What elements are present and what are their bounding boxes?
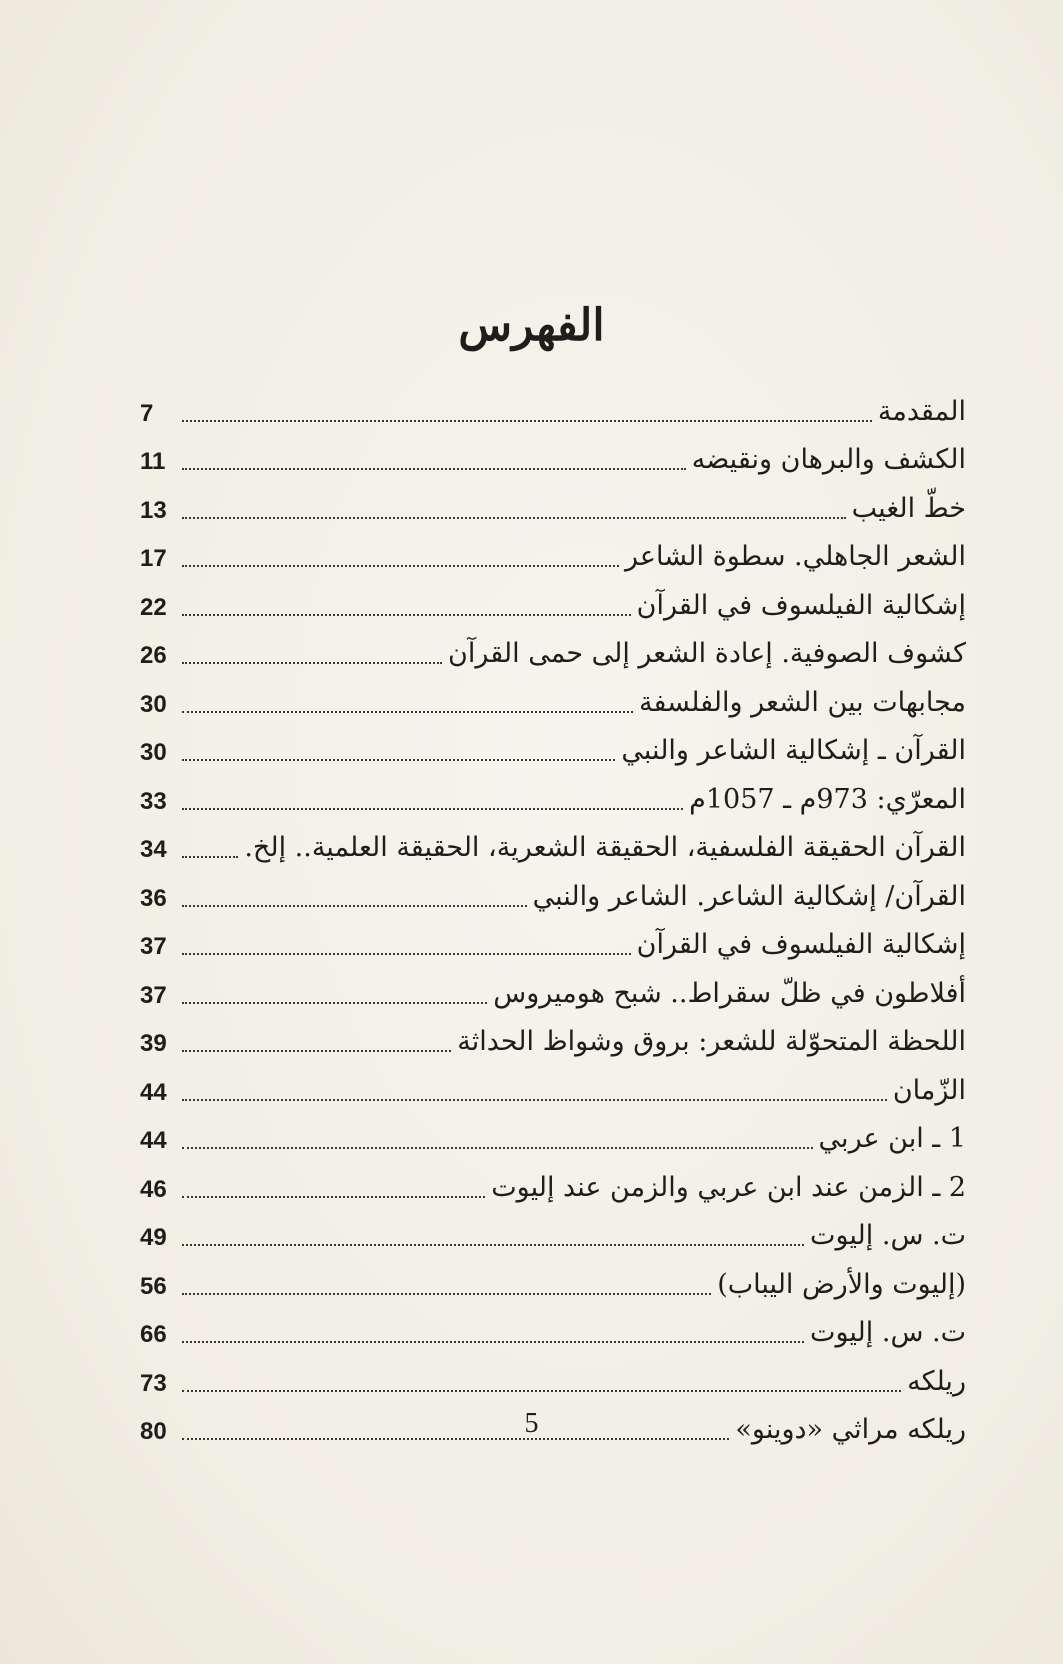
toc-entry-title: إشكالية الفيلسوف في القرآن bbox=[636, 589, 966, 621]
toc-entry-page-number: 44 bbox=[140, 1127, 167, 1154]
toc-entry-page-number: 22 bbox=[140, 593, 167, 621]
dot-leader bbox=[182, 1244, 804, 1246]
dot-leader bbox=[182, 565, 619, 567]
toc-entry bbox=[140, 526, 966, 575]
toc-entry-title: ريلكه bbox=[907, 1365, 966, 1397]
dot-leader bbox=[182, 856, 238, 858]
toc-entry-page-number: 73 bbox=[140, 1369, 167, 1397]
dot-leader bbox=[182, 662, 442, 664]
toc-entry-page-number: 66 bbox=[140, 1321, 167, 1348]
toc-entry bbox=[140, 865, 966, 914]
toc-entry-page-number: 56 bbox=[140, 1272, 167, 1300]
toc-entry-page-number: 17 bbox=[140, 545, 167, 572]
toc-entry-title: الشعر الجاهلي. سطوة الشاعر bbox=[624, 541, 966, 572]
toc-entry bbox=[140, 1011, 966, 1060]
dot-leader bbox=[182, 1390, 901, 1392]
toc-entry-title: ت. س. إليوت bbox=[810, 1317, 966, 1348]
dot-leader bbox=[182, 420, 872, 422]
toc-entry bbox=[140, 1205, 966, 1254]
toc-entry-title: مجابهات بين الشعر والفلسفة bbox=[638, 686, 966, 718]
dot-leader bbox=[182, 711, 633, 713]
dot-leader bbox=[182, 614, 631, 616]
table-of-contents bbox=[140, 380, 966, 1445]
toc-entry-title: 1 ـ ابن عربي bbox=[818, 1123, 966, 1154]
toc-entry-page-number: 37 bbox=[140, 933, 167, 960]
toc-entry bbox=[140, 623, 966, 672]
toc-entry-page-number: 26 bbox=[140, 642, 167, 669]
toc-entry bbox=[140, 380, 966, 429]
toc-entry bbox=[140, 1253, 966, 1302]
toc-entry bbox=[140, 1350, 966, 1399]
toc-entry bbox=[140, 720, 966, 769]
page-number: 5 bbox=[524, 1408, 539, 1439]
toc-entry bbox=[140, 477, 966, 526]
toc-entry-title: المعرّي: 973م ـ 1057م bbox=[689, 783, 966, 815]
toc-entry-title: (إليوت والأرض اليباب) bbox=[717, 1268, 966, 1300]
dot-leader bbox=[182, 759, 615, 761]
toc-entry-title: أفلاطون في ظلّ سقراط.. شبح هوميروس bbox=[493, 977, 966, 1009]
toc-entry-page-number: 36 bbox=[140, 884, 167, 912]
dot-leader bbox=[182, 1147, 813, 1149]
toc-entry-title: اللحظة المتحوّلة للشعر: بروق وشواظ الحداثة bbox=[457, 1026, 966, 1057]
toc-entry-title: ريلكه مراثي «دوينو» bbox=[735, 1414, 966, 1445]
toc-entry-page-number: 30 bbox=[140, 739, 167, 766]
toc-entry-page-number: 44 bbox=[140, 1078, 167, 1106]
dot-leader bbox=[182, 1196, 485, 1198]
toc-entry-title: 2 ـ الزمن عند ابن عربي والزمن عند إليوت bbox=[491, 1171, 966, 1203]
dot-leader bbox=[182, 905, 527, 907]
toc-entry bbox=[140, 962, 966, 1011]
toc-entry-page-number: 33 bbox=[140, 787, 167, 815]
toc-entry-page-number: 80 bbox=[140, 1418, 167, 1445]
toc-entry-page-number: 37 bbox=[140, 981, 167, 1009]
toc-entry bbox=[140, 1108, 966, 1157]
toc-entry bbox=[140, 768, 966, 817]
toc-entry-page-number: 30 bbox=[140, 690, 167, 718]
toc-entry-title: ت. س. إليوت bbox=[810, 1220, 966, 1251]
toc-entry-title: القرآن/ إشكالية الشاعر. الشاعر والنبي bbox=[532, 880, 966, 912]
dot-leader bbox=[182, 1341, 804, 1343]
dot-leader bbox=[182, 1293, 711, 1295]
toc-entry bbox=[140, 1059, 966, 1108]
toc-entry-title: القرآن ـ إشكالية الشاعر والنبي bbox=[621, 735, 966, 766]
toc-entry bbox=[140, 1302, 966, 1351]
toc-entry-page-number: 13 bbox=[140, 496, 167, 524]
toc-entry-page-number: 46 bbox=[140, 1175, 167, 1203]
toc-entry-title: الزّمان bbox=[892, 1074, 966, 1106]
toc-entry-page-number: 11 bbox=[140, 448, 166, 475]
dot-leader bbox=[182, 517, 846, 519]
toc-entry-title: خطّ الغيب bbox=[851, 492, 966, 524]
toc-entry-title: كشوف الصوفية. إعادة الشعر إلى حمى القرآن bbox=[448, 638, 966, 669]
dot-leader bbox=[182, 1050, 451, 1052]
toc-entry bbox=[140, 671, 966, 720]
toc-entry-page-number: 39 bbox=[140, 1030, 167, 1057]
toc-entry-title: القرآن الحقيقة الفلسفية، الحقيقة الشعرية، الحقيقة العلمية.. إلخ. bbox=[244, 832, 966, 863]
toc-entry-page-number: 49 bbox=[140, 1224, 167, 1251]
dot-leader bbox=[182, 1002, 487, 1004]
toc-entry-title: المقدمة bbox=[877, 395, 966, 427]
dot-leader bbox=[182, 468, 686, 470]
dot-leader bbox=[182, 1099, 887, 1101]
dot-leader bbox=[182, 953, 631, 955]
toc-entry-page-number: 34 bbox=[140, 836, 167, 863]
page-title: الفهرس bbox=[458, 300, 605, 351]
toc-entry bbox=[140, 1156, 966, 1205]
toc-entry bbox=[140, 817, 966, 866]
dot-leader bbox=[182, 808, 683, 810]
toc-entry-title: إشكالية الفيلسوف في القرآن bbox=[636, 929, 966, 960]
toc-entry bbox=[140, 574, 966, 623]
toc-entry bbox=[140, 914, 966, 963]
toc-entry-page-number: 7 bbox=[140, 399, 154, 427]
toc-entry-title: الكشف والبرهان ونقيضه bbox=[691, 444, 966, 475]
toc-entry bbox=[140, 429, 966, 478]
